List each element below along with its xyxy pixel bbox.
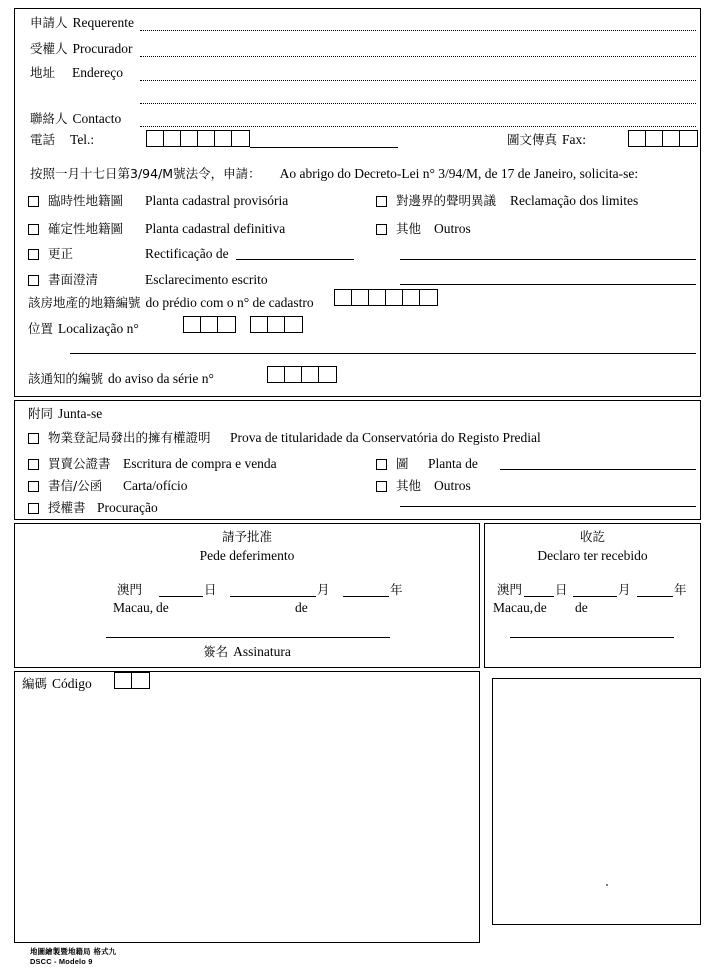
location-char-boxes-2[interactable] <box>250 316 303 333</box>
contact-label: 聯絡人 Contacto <box>30 111 122 126</box>
checkbox-planta-definitiva[interactable] <box>28 224 39 235</box>
sign-day-line[interactable] <box>159 596 203 597</box>
junta-item-1-label: 買賣公證書 <box>48 456 111 471</box>
receipt-month-cjk: 月 <box>618 582 631 597</box>
junta-item-4-label-pt: Planta de <box>428 456 478 471</box>
junta-item-3-label: 授權書 <box>48 500 86 515</box>
receipt-month-lat: de <box>575 600 588 615</box>
junta-item-2-label: 書信/公函 <box>48 478 103 493</box>
signature-label: 簽名 Assinatura <box>203 644 291 659</box>
sign-title-lat: Pede deferimento <box>199 548 295 563</box>
notice-no-char-boxes[interactable] <box>267 366 337 383</box>
sign-month-line[interactable] <box>230 596 316 597</box>
checkbox-prova-titularidade[interactable] <box>28 433 39 444</box>
sign-title-cjk: 請予批准 <box>221 529 272 544</box>
checkbox-planta-provisoria[interactable] <box>28 196 39 207</box>
option-reclamacao-label: 對邊界的聲明異議 <box>396 193 497 208</box>
cadastre-no-char-boxes[interactable] <box>334 289 438 306</box>
junta-outros-input-line[interactable] <box>400 506 696 507</box>
option-reclamacao-label-pt: Reclamação dos limites <box>510 193 639 208</box>
stamp-box <box>492 678 701 925</box>
phone-char-boxes[interactable] <box>146 130 250 147</box>
option-planta-provisoria-label: 臨時性地籍圖 <box>48 193 124 208</box>
receipt-year-cjk: 年 <box>674 582 687 597</box>
option-outros-label: 其他 <box>396 221 422 236</box>
code-box <box>14 671 480 943</box>
junta-item-2-label-pt: Carta/ofício <box>123 478 188 493</box>
junta-item-0-label: 物業登記局發出的擁有權證明 <box>48 430 211 445</box>
sign-place-lat: Macau, <box>113 600 154 615</box>
attorney-label: 受權人 Procurador <box>30 41 133 56</box>
checkbox-outros[interactable] <box>376 224 387 235</box>
location-char-boxes-1[interactable] <box>183 316 236 333</box>
option-planta-provisoria-label-pt: Planta cadastral provisória <box>145 193 289 208</box>
outros-input-line-1[interactable] <box>400 259 696 260</box>
option-esclarecimento-label: 書面澄清 <box>48 272 99 287</box>
attorney-input-line[interactable] <box>140 56 696 57</box>
option-esclarecimento-label-pt: Esclarecimento escrito <box>145 272 268 287</box>
rectificacao-input-line[interactable] <box>236 259 354 260</box>
sign-month-lat: de <box>295 600 308 615</box>
sign-place-cjk: 澳門 <box>117 582 143 597</box>
checkbox-escritura[interactable] <box>28 459 39 470</box>
junta-label: 附同 Junta-se <box>28 406 103 421</box>
option-planta-definitiva-label-pt: Planta cadastral definitiva <box>145 221 286 236</box>
planta-de-input-line[interactable] <box>500 469 696 470</box>
checkbox-planta-de[interactable] <box>376 459 387 470</box>
address-label: 地址 Endereço <box>30 65 123 80</box>
junta-item-4-label: 圖 <box>396 456 409 471</box>
footer <box>30 947 116 966</box>
fax-char-boxes[interactable] <box>628 130 698 147</box>
outros-input-line-2[interactable] <box>400 284 696 285</box>
checkbox-procuracao[interactable] <box>28 503 39 514</box>
junta-item-1-label-pt: Escritura de compra e venda <box>123 456 277 471</box>
junta-item-5-label: 其他 <box>396 478 422 493</box>
stamp-mark <box>606 884 608 886</box>
notice-no-label: 該通知的編號 do aviso da série n° <box>28 371 214 386</box>
cadastre-no-label: 該房地產的地籍編號 do prédio com o n° de cadastro <box>28 295 314 310</box>
phone-label: 電話 Tel.: <box>30 132 95 147</box>
footer-line-cjk: 地圖繪製暨地籍局 格式九 <box>30 947 117 956</box>
receipt-day-lat: de <box>534 600 547 615</box>
receipt-day-line[interactable] <box>524 596 554 597</box>
receipt-day-cjk: 日 <box>555 582 568 597</box>
receipt-place-lat: Macau, <box>493 600 534 615</box>
junta-item-5-label-pt: Outros <box>434 478 471 493</box>
option-planta-definitiva-label: 確定性地籍圖 <box>48 221 124 236</box>
junta-item-3-label-pt: Procuração <box>97 500 158 515</box>
location-input-line[interactable] <box>70 353 696 354</box>
receipt-month-line[interactable] <box>573 596 617 597</box>
receipt-place-cjk: 澳門 <box>497 582 523 597</box>
legal-note: 按照一月十七日第3/94/M號法令，申請： Ao abrigo do Decreto-Lei n° 3/94/M, de 17 de Janeiro, solicita-se: <box>30 166 639 181</box>
receipt-title-cjk: 收訖 <box>579 529 605 544</box>
checkbox-carta-oficio[interactable] <box>28 481 39 492</box>
sign-year-cjk: 年 <box>390 582 403 597</box>
code-label: 編碼 Código <box>22 676 92 691</box>
phone-extra-line[interactable] <box>250 147 398 148</box>
sign-year-line[interactable] <box>343 596 389 597</box>
footer-line-lat: DSCC - Modelo 9 <box>30 956 93 966</box>
code-char-boxes[interactable] <box>114 672 150 689</box>
junta-item-0-label-pt: Prova de titularidade da Conservatória do Registo Predial <box>230 430 541 445</box>
signature-line[interactable] <box>106 637 390 638</box>
receipt-year-line[interactable] <box>637 596 673 597</box>
checkbox-esclarecimento[interactable] <box>28 275 39 286</box>
sign-month-cjk: 月 <box>317 582 330 597</box>
address-input-line-1[interactable] <box>140 80 696 81</box>
sign-day-lat: de <box>156 600 169 615</box>
applicant-label: 申請人 Requerente <box>30 15 134 30</box>
option-rectificacao-label: 更正 <box>48 246 74 261</box>
checkbox-reclamacao-limites[interactable] <box>376 196 387 207</box>
checkbox-junta-outros[interactable] <box>376 481 387 492</box>
checkbox-rectificacao[interactable] <box>28 249 39 260</box>
sign-day-cjk: 日 <box>204 582 217 597</box>
fax-label: 圖文傳真 Fax: <box>507 132 587 147</box>
applicant-input-line[interactable] <box>140 30 696 31</box>
receipt-title-lat: Declaro ter recebido <box>537 548 648 563</box>
contact-input-line[interactable] <box>140 126 696 127</box>
location-label: 位置 Localização n° <box>28 321 139 336</box>
receipt-signature-line[interactable] <box>510 637 674 638</box>
option-outros-label-pt: Outros <box>434 221 471 236</box>
address-input-line-2[interactable] <box>140 103 696 104</box>
option-rectificacao-label-pt: Rectificação de <box>145 246 229 261</box>
